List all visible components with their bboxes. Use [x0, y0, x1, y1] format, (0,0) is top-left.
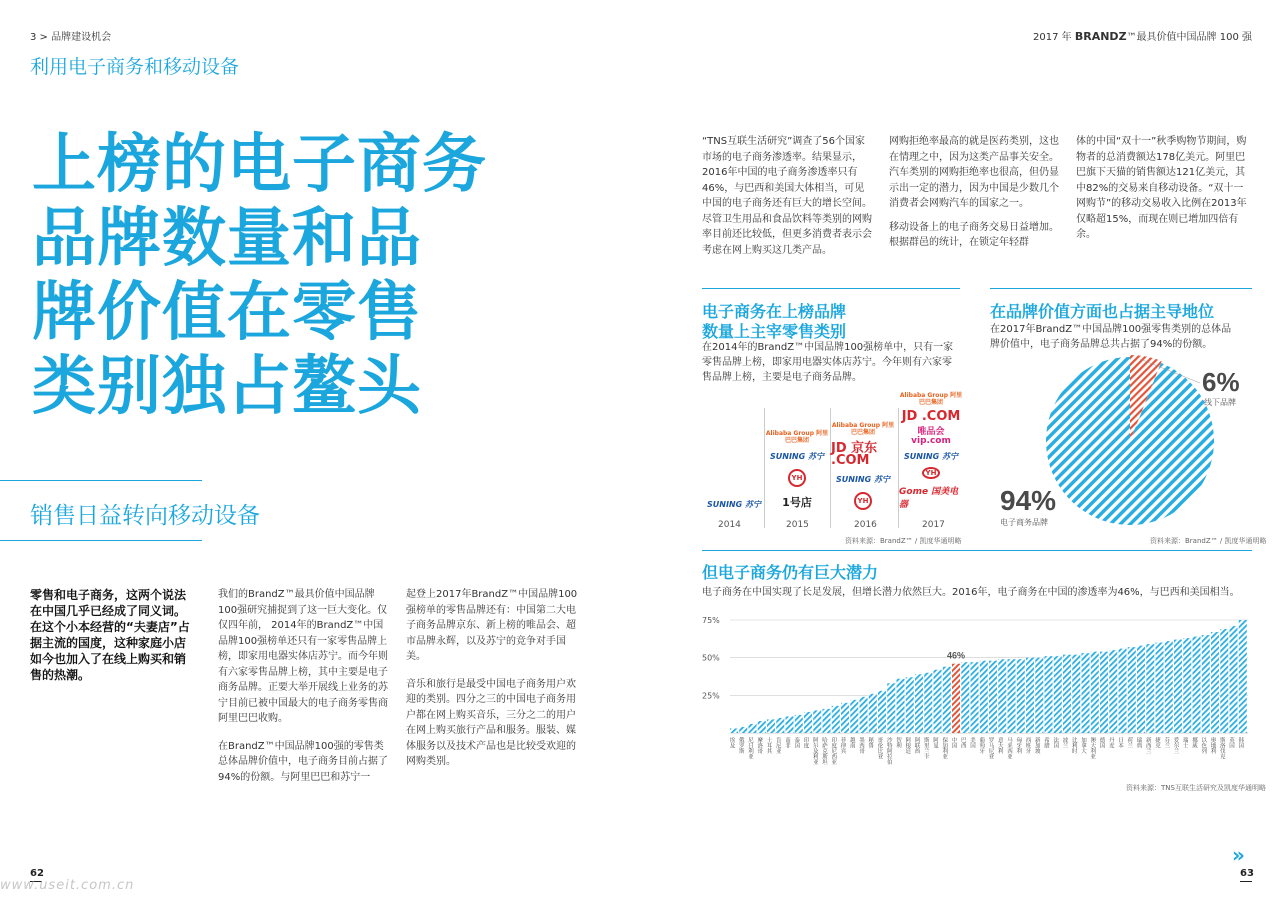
bar-chart — [700, 605, 1255, 780]
x-tick-label: 阿根廷 — [904, 737, 911, 754]
bar — [961, 662, 969, 733]
bar — [1017, 659, 1025, 733]
page-number-left: 62 — [30, 868, 44, 879]
pie-small-label: 6% — [1202, 367, 1240, 397]
paragraph: 音乐和旅行是最受中国电子商务用户欢迎的类别。四分之三的中国电子商务用户都在网上购买音乐，三分之二的用户在网上购买旅行产品和服务。服装、媒体服务以及技术产品也是比较受欢迎的网购类别。 — [406, 678, 576, 767]
yonghui-logo: YH — [788, 469, 806, 487]
box3-source: 资料来源：TNS互联生活研究及凯度华通明略 — [1126, 784, 1266, 792]
bar — [1146, 644, 1154, 733]
bar — [980, 661, 988, 733]
x-tick-label: 菲律宾 — [839, 737, 846, 754]
y-tick-label: 75% — [702, 616, 720, 625]
brand-count-graphic — [702, 392, 963, 540]
paragraph: 网购拒绝率最高的就是医药类别，这也在情理之中，因为这类产品事关安全。汽车类别的网购拒绝率也很高，但仍显示出一定的潜力，因为中国是少数几个消费者会网购汽车的国家之一。 — [889, 136, 1059, 209]
x-tick-label: 巴西 — [959, 737, 966, 748]
year-label: 2016 — [854, 520, 877, 530]
divider — [0, 480, 202, 481]
bar — [804, 712, 812, 733]
x-tick-label: 印度 — [802, 737, 809, 748]
paragraph: 移动设备上的电子商务交易日益增加。根据群邑的统计，在锁定年轻群 — [889, 221, 1059, 248]
year-label: 2014 — [718, 520, 741, 530]
watermark: www.useit.com.cn — [0, 878, 135, 893]
bar — [1082, 653, 1090, 733]
x-tick-label: 新加坡 — [1033, 737, 1040, 754]
subhead: 销售日益转向移动设备 — [30, 503, 260, 529]
x-tick-label: 斯洛伐克 — [1218, 737, 1225, 759]
suning-logo: SUNING 苏宁 — [836, 475, 890, 484]
bar — [1156, 643, 1164, 733]
x-tick-label: 挪威 — [1191, 737, 1198, 748]
year-label: 2017 — [922, 520, 945, 530]
page-header-left: 3 > 品牌建设机会 — [30, 32, 112, 43]
x-tick-label: 马来西亚 — [1006, 737, 1013, 759]
lead-line: 如今也加入了在线上购买和销 — [30, 652, 187, 666]
x-tick-label: 土耳其 — [765, 737, 772, 754]
paragraph: “TNS互联生活研究”调查了56个国家市场的电子商务渗透率。结果显示，2016年中国的电子商务渗透率只有46%，与巴西和美国大体相当，可见中国的电子商务还有巨大的增长空间。尽管卫生用品和食品饮料等类别的网购率目前还比较低，但更多消费者表示会考虑在网上购买这几类产品。 — [702, 136, 872, 256]
bar — [943, 667, 951, 733]
lead-line: 在中国几乎已经成了同义词。 — [30, 604, 187, 618]
data-label: 46% — [947, 650, 966, 661]
bar — [1109, 650, 1117, 733]
x-tick-label: 丹麦 — [1107, 737, 1114, 748]
x-tick-label: 加拿大 — [1080, 737, 1087, 754]
bar — [906, 677, 914, 733]
x-tick-label: 芬兰 — [1163, 737, 1170, 748]
y-tick-label: 50% — [702, 653, 720, 663]
bar — [850, 700, 858, 733]
x-tick-label: 英国 — [1228, 737, 1235, 748]
bar — [832, 706, 840, 733]
x-tick-label: 荷兰 — [1126, 737, 1133, 748]
x-tick-label: 摩洛哥 — [756, 737, 763, 754]
x-tick-label: 阿联酋 — [913, 737, 920, 754]
section-title: 利用电子商务和移动设备 — [30, 56, 240, 78]
bar — [1202, 635, 1210, 733]
x-tick-label: 以色列 — [1200, 737, 1207, 754]
x-tick-label: 罗马尼亚 — [987, 737, 994, 759]
bar — [915, 674, 923, 733]
box2-source: 资料来源：BrandZ™ / 凯度华通明略 — [1150, 537, 1267, 545]
box1-title-line: 数量上主宰零售类别 — [702, 322, 847, 341]
bar — [758, 721, 766, 733]
lead-line: 据主流的国度，这种家庭小店 — [30, 636, 187, 650]
bar — [1137, 646, 1145, 733]
pie-big-caption: 电子商务品牌 — [1000, 518, 1048, 527]
body-column-1 — [218, 587, 392, 797]
header-prefix: 2017 年 — [1033, 32, 1072, 43]
x-tick-label: 保加利亚 — [941, 737, 948, 759]
brand-column-2014 — [702, 410, 766, 510]
x-tick-label: 南非 — [784, 737, 791, 748]
right-column-2 — [889, 134, 1061, 259]
x-tick-label: 波兰 — [1061, 737, 1068, 748]
bar — [1193, 637, 1201, 733]
brand-column-2015 — [765, 410, 829, 510]
x-tick-label: 捷克 — [1154, 737, 1161, 748]
bar — [767, 719, 775, 733]
x-tick-label: 俄罗斯 — [737, 737, 744, 754]
x-tick-label: 沙特阿拉伯 — [885, 737, 892, 765]
alibaba-logo: Alibaba Group 阿里巴巴集团 — [899, 392, 963, 406]
paragraph: 我们的BrandZ™最具价值中国品牌100强研究捕捉到了这一巨大变化。仅仅四年前， 2014年的BrandZ™中国品牌100强榜单还只有一家零售品牌上榜，即家用电器实体店苏宁。而今年则有六家零售品牌上榜，其中主要是电子商务品牌。正要大举开展线上业务的苏宁目前已被中国最大的电子商务零售商阿里巴巴收购。 — [218, 589, 388, 724]
x-tick-label: 美国 — [969, 737, 976, 748]
suning-logo: SUNING 苏宁 — [770, 452, 824, 461]
x-tick-label: 匈牙利 — [1015, 737, 1022, 754]
vipshop-logo: 唯品会 vip.com — [911, 427, 951, 446]
hero-headline — [32, 128, 572, 424]
x-tick-label: 秘鲁 — [867, 737, 874, 748]
yhd-logo: 1号店 — [782, 496, 812, 509]
right-column-3 — [1076, 134, 1252, 251]
y-tick-label: 25% — [702, 691, 720, 701]
x-tick-label: 墨西哥 — [858, 737, 865, 754]
box1-text: 在2014年的BrandZ™中国品牌100强榜单中，只有一家零售品牌上榜，即家用电器实体店苏宁。今年则有六家零售品牌上榜，主要是电子商务品牌。 — [702, 342, 954, 383]
x-tick-label: 哈萨克斯坦 — [821, 737, 828, 765]
paragraph: 起登上2017年BrandZ™中国品牌100强榜单的零售品牌还有：中国第二大电子商务品牌京东、新上榜的唯品会、超市品牌永辉，以及苏宁的竞争对手国美。 — [406, 589, 578, 662]
box3-text: 电子商务在中国实现了长足发展，但增长潜力依然巨大。2016年，电子商务在中国的渗透率为46%，与巴西和美国相当。 — [702, 587, 1240, 598]
hero-line: 品牌数量和品 — [32, 202, 422, 276]
bar — [878, 691, 886, 733]
bar — [1183, 638, 1191, 733]
bar — [1100, 652, 1108, 733]
bar — [989, 661, 997, 733]
bar — [1091, 652, 1099, 733]
x-tick-label: 葡萄牙 — [978, 737, 985, 754]
brand-column-2016 — [831, 410, 895, 510]
bar — [739, 727, 747, 733]
next-page-chevron-icon[interactable]: » — [1232, 843, 1245, 867]
x-tick-label: 日本 — [1117, 737, 1124, 748]
bar — [795, 715, 803, 733]
hero-line: 上榜的电子商务 — [32, 128, 487, 202]
bar — [998, 659, 1006, 733]
bar — [924, 673, 932, 733]
bar — [1119, 649, 1127, 733]
x-tick-label: 新西兰 — [1144, 737, 1151, 754]
bar — [887, 683, 895, 733]
gome-logo: Gome 国美电器 — [899, 487, 959, 510]
header-suffix: ™最具价值中国品牌 100 强 — [1126, 32, 1252, 43]
alibaba-logo: Alibaba Group 阿里巴巴集团 — [831, 422, 895, 436]
hero-line: 类别独占鳌头 — [32, 350, 422, 424]
bar — [1174, 640, 1182, 733]
bar — [1072, 655, 1080, 733]
bar — [1220, 629, 1228, 733]
x-tick-label: 意大利 — [996, 737, 1003, 754]
x-tick-label: 法国 — [1052, 737, 1059, 748]
x-tick-label: 埃及 — [728, 737, 735, 748]
bar — [1054, 656, 1062, 733]
x-tick-label: 哥伦比亚 — [876, 737, 883, 759]
jd-logo: JD .COM — [901, 409, 961, 424]
yonghui-logo: YH — [922, 467, 940, 479]
bar — [1008, 659, 1016, 733]
x-tick-label: 肯尼亚 — [774, 737, 781, 754]
x-tick-label: 印度尼西亚 — [830, 737, 837, 765]
paragraph: 体的中国“双十一”秋季购物节期间，购物者的总消费额达178亿美元。阿里巴巴旗下天猫的销售额达121亿美元，其中82%的交易来自移动设备。“双十一网购节”的移动交易收入比例在2013年仅略超15%，而现在则已增加四倍有余。 — [1076, 136, 1247, 240]
x-tick-label: 斯里兰卡 — [922, 737, 929, 759]
bar — [1239, 620, 1247, 733]
pie-chart — [990, 355, 1252, 537]
box2-text: 在2017年BrandZ™中国品牌100强零售类别的总体品牌价值中，电子商务品牌总共占据了94%的份额。 — [990, 324, 1232, 350]
box1-source: 资料来源：BrandZ™ / 凯度华通明略 — [845, 537, 962, 545]
alibaba-logo: Alibaba Group 阿里巴巴集团 — [765, 430, 829, 444]
x-tick-label: 奥地利 — [1209, 737, 1216, 754]
x-tick-label: 尼日利亚 — [747, 737, 754, 759]
bar — [1230, 626, 1238, 733]
bar — [786, 716, 794, 733]
bar — [1063, 655, 1071, 733]
x-tick-label: 阿尔及利亚 — [811, 737, 818, 765]
pie-big-label: 94% — [1000, 485, 1057, 516]
bar — [869, 694, 877, 733]
box3-title: 但电子商务仍有巨大潜力 — [702, 563, 879, 582]
x-tick-label: 比利时 — [1070, 737, 1077, 754]
x-tick-label: 澳大利亚 — [1089, 737, 1096, 759]
x-tick-label: 德国 — [1098, 737, 1105, 748]
x-tick-label: 中国 — [950, 737, 957, 748]
bar — [841, 703, 849, 733]
bar — [1211, 632, 1219, 733]
x-tick-label: 瑞士 — [1181, 737, 1188, 748]
x-tick-label: 韩国 — [1237, 737, 1244, 748]
paragraph: 在BrandZ™中国品牌100强的零售类总体品牌价值中，电子商务目前占据了94%的份额。与阿里巴巴和苏宁一 — [218, 740, 388, 783]
box-rule — [990, 288, 1252, 289]
bar — [952, 664, 960, 733]
header-brand: BRANDZ — [1074, 30, 1127, 43]
box1-title-line: 电子商务在上榜品牌 — [702, 302, 847, 321]
bar — [749, 724, 757, 733]
box2-title: 在品牌价值方面也占据主导地位 — [990, 302, 1215, 321]
jd-logo: JD 京东 .COM — [831, 441, 878, 468]
bar — [860, 697, 868, 733]
lead-line: 在这个小本经营的“夫妻店”占 — [30, 620, 190, 634]
x-tick-label: 瑞典 — [1135, 737, 1142, 748]
box-rule — [702, 550, 1252, 551]
suning-logo: SUNING 苏宁 — [904, 452, 958, 461]
brand-column-2017 — [899, 392, 963, 510]
page-header-right — [1033, 28, 1252, 43]
bar — [1026, 658, 1034, 733]
lead-line: 零售和电子商务，这两个说法 — [30, 588, 187, 602]
x-tick-label: 希腊 — [1043, 737, 1050, 748]
year-label: 2015 — [786, 520, 809, 530]
x-tick-label: 爱尔兰 — [1172, 737, 1179, 754]
box1-title — [702, 302, 846, 342]
pie-small-caption: 线下品牌 — [1204, 398, 1236, 407]
yonghui-logo: YH — [854, 492, 872, 510]
hero-line: 牌价值在零售 — [32, 276, 422, 350]
suning-logo: SUNING 苏宁 — [707, 500, 761, 509]
lead-line: 售的热潮。 — [30, 668, 91, 682]
box-rule — [702, 288, 960, 289]
page-number-right: 63 — [1240, 868, 1254, 879]
bar — [776, 718, 784, 733]
lead-paragraph — [30, 587, 206, 683]
right-column-1 — [702, 134, 872, 266]
bar — [813, 710, 821, 733]
bar — [1128, 647, 1136, 733]
x-tick-label: 阿曼 — [932, 737, 939, 748]
bar — [1045, 656, 1053, 733]
x-tick-label: 泰国 — [793, 737, 800, 748]
bar — [1035, 658, 1043, 733]
x-tick-label: 智利 — [895, 737, 902, 748]
body-column-2 — [406, 587, 578, 782]
bar — [897, 679, 905, 733]
page-number-rule — [1240, 881, 1252, 882]
x-tick-label: 越南 — [848, 737, 855, 748]
bar — [730, 728, 738, 733]
bar — [1165, 641, 1173, 733]
x-tick-label: 西班牙 — [1024, 737, 1031, 754]
bar — [971, 662, 979, 733]
bar — [934, 670, 942, 733]
bar — [823, 709, 831, 733]
divider — [0, 540, 202, 541]
